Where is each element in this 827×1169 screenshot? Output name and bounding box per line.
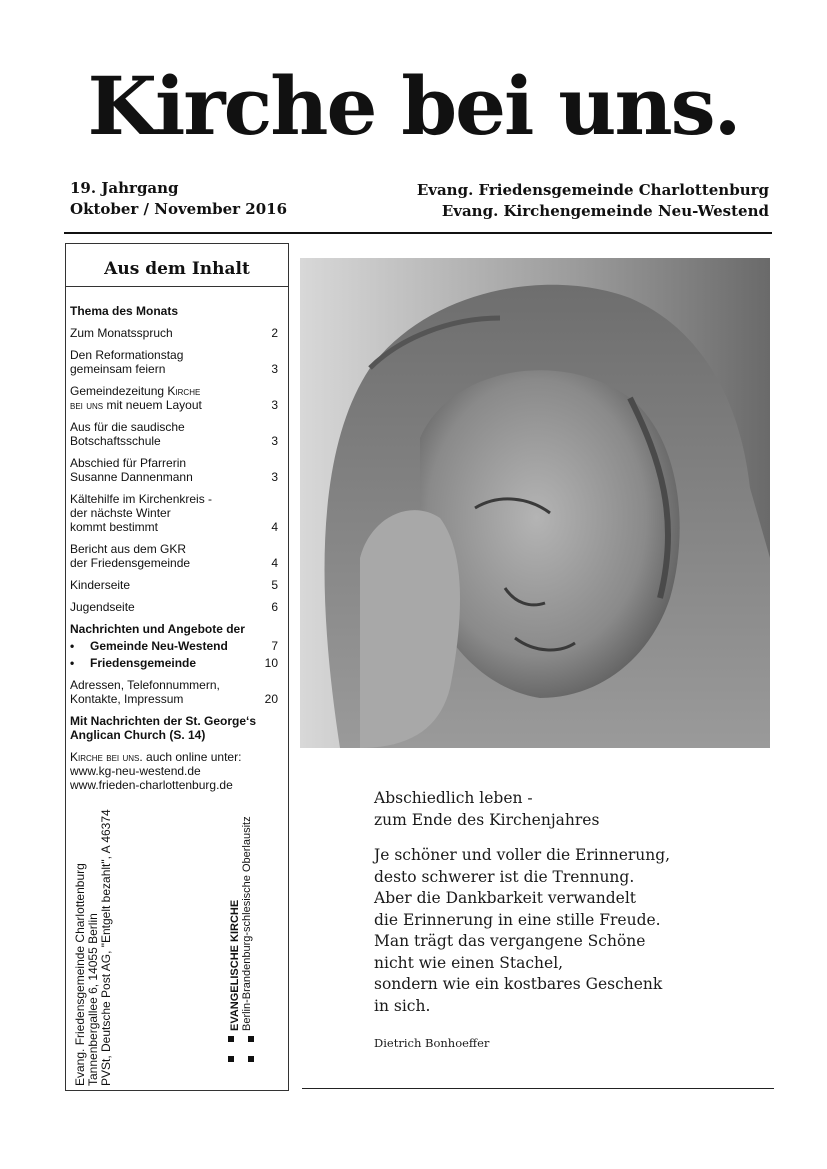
online-note: Kirche bei uns. auch online unter: — [70, 750, 242, 764]
poem-title-line: Abschiedlich leben - — [374, 789, 533, 807]
toc-body — [70, 304, 278, 792]
toc-item[interactable]: Kältehilfe im Kirchenkreis - der nächste Winter kommt bestimmt 4 — [70, 492, 278, 534]
toc-item[interactable]: Den Reformationstag gemeinsam feiern 3 — [70, 348, 278, 376]
header-rule — [64, 232, 772, 234]
publisher-1: Evang. Friedensgemeinde Charlottenburg — [416, 181, 769, 199]
toc-item[interactable]: Adressen, Telefonnummern, Kontakte, Impressum 20 — [70, 678, 278, 706]
issue-info — [70, 178, 287, 220]
toc-item[interactable]: Aus für die saudische Botschaftsschule 3 — [70, 420, 278, 448]
toc-item[interactable]: Gemeindezeitung Kirche bei uns mit neuem Layout 3 — [70, 384, 278, 412]
poem-title-line: zum Ende des Kirchenjahres — [374, 810, 600, 829]
poem-line: sondern wie ein kostbares Geschenk — [374, 975, 663, 993]
volume: 19. Jahrgang — [70, 179, 179, 197]
toc-bullet-item[interactable]: • Friedensgemeinde 10 — [70, 656, 278, 670]
poem-line: Man trägt das vergangene Schöne — [374, 932, 646, 950]
publisher-2: Evang. Kirchengemeinde Neu-Westend — [441, 202, 769, 220]
masthead-title: Kirche bei uns. — [87, 59, 740, 153]
issue-date: Oktober / November 2016 — [70, 200, 288, 218]
footer-rule — [302, 1088, 774, 1089]
toc-bullet-item[interactable]: • Gemeinde Neu-Westend 7 — [70, 639, 278, 653]
toc-item[interactable]: Bericht aus dem GKR der Friedensgemeinde 4 — [70, 542, 278, 570]
bullet-icon: • — [70, 656, 75, 670]
toc-item[interactable]: Kinderseite 5 — [70, 578, 278, 592]
poem-line: Aber die Dankbarkeit verwandelt — [374, 889, 637, 907]
url-link[interactable]: www.frieden-charlottenburg.de — [70, 778, 233, 792]
toc-item[interactable]: Zum Monatsspruch 2 — [70, 326, 278, 340]
poem-line: desto schwerer ist die Trennung. — [374, 867, 635, 886]
mourning-statue-photo — [300, 258, 770, 748]
toc-title: Aus dem Inhalt — [66, 244, 288, 287]
url-link[interactable]: www.kg-neu-westend.de — [70, 764, 201, 778]
toc-section-theme: Thema des Monats — [70, 304, 179, 318]
toc-item[interactable]: Abschied für Pfarrerin Susanne Dannenmann 3 — [70, 456, 278, 484]
ekbo-mark-icon — [228, 1036, 254, 1062]
poem-line: nicht wie einen Stachel, — [374, 953, 564, 972]
poem-line: in sich. — [374, 996, 431, 1015]
poem-line: die Erinnerung in eine stille Freude. — [374, 910, 661, 929]
publisher-info — [417, 180, 769, 222]
poem — [374, 788, 670, 1055]
bullet-icon: • — [70, 639, 75, 653]
postal-address: Evang. Friedensgemeinde Charlottenburg Tannenbergallee 6, 14055 Berlin PVSt, Deutsche Post AG, "Entgelt bezahlt", A 46374 — [73, 809, 113, 1086]
toc-section-news: Nachrichten und Angebote der — [70, 622, 245, 636]
poem-line: Je schöner und voller die Erinnerung, — [374, 846, 671, 864]
poem-author: Dietrich Bonhoeffer — [374, 1036, 490, 1050]
ekbo-logo: EVANGELISCHE KIRCHE Berlin-Brandenburg-schlesische Oberlausitz — [228, 816, 254, 1062]
toc-item[interactable]: Jugendseite 6 — [70, 600, 278, 614]
toc-section-anglican: Mit Nachrichten der St. George‘s Anglican Church (S. 14) — [70, 714, 257, 742]
